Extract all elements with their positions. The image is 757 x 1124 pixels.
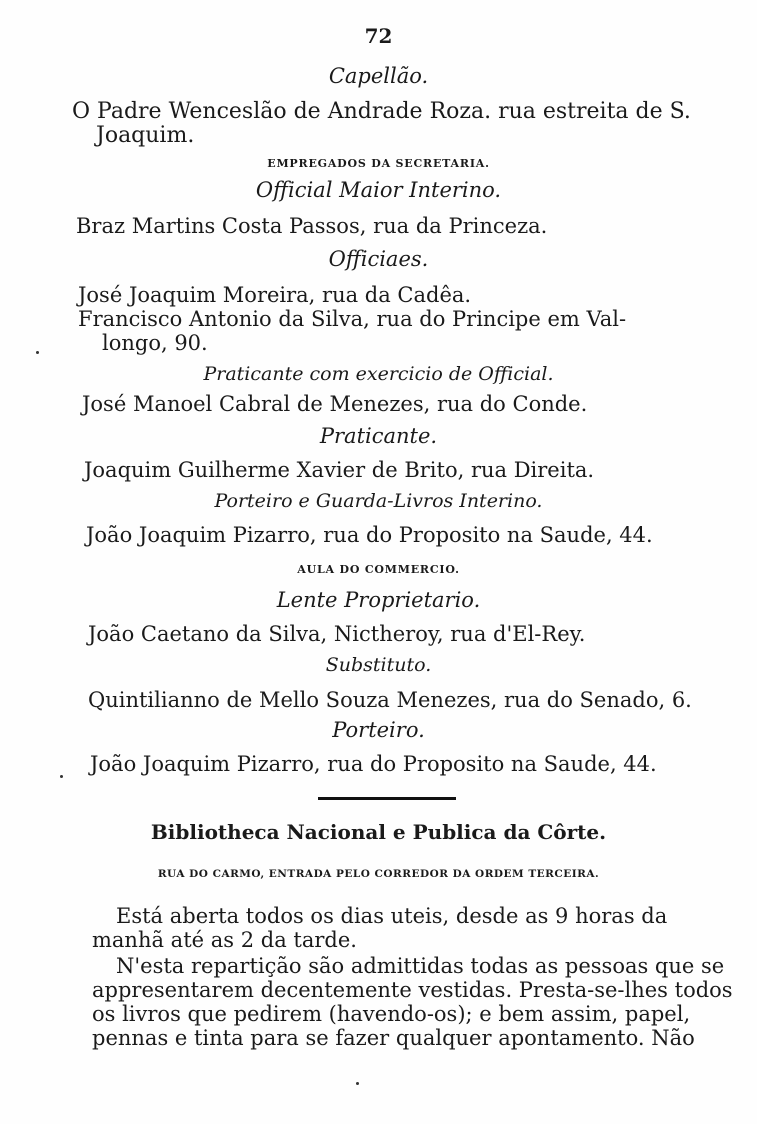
section-heading-empregados: EMPREGADOS DA SECRETARIA. — [267, 157, 490, 170]
text-line: João Joaquim Pizarro, rua do Proposito na Saude, 44. — [86, 523, 653, 547]
bibliotheca-subtitle: RUA DO CARMO, ENTRADA PELO CORREDOR DA ORDEM TERCEIRA. — [157, 868, 600, 880]
section-divider-rule — [318, 797, 456, 800]
text-line: Joaquim Guilherme Xavier de Brito, rua Direita. — [84, 458, 595, 482]
subheading-praticante-exercicio: Praticante com exercicio de Official. — [203, 363, 554, 385]
paragraph-line: appresentarem decentemente vestidas. Presta-se-lhes todos — [92, 978, 733, 1002]
subheading-praticante: Praticante. — [319, 424, 438, 448]
paragraph-line: N'esta repartição são admittidas todas as pessoas que se — [116, 954, 725, 978]
paragraph-line: pennas e tinta para se fazer qualquer apontamento. Não — [92, 1026, 695, 1050]
text-line: José Manoel Cabral de Menezes, rua do Conde. — [82, 392, 588, 416]
subheading-officiaes: Officiaes. — [328, 247, 429, 271]
paper-speck — [60, 775, 63, 778]
subheading-porteiro-guarda-livros: Porteiro e Guarda-Livros Interino. — [214, 490, 543, 512]
text-line: longo, 90. — [102, 331, 208, 355]
section-heading-aula: AULA DO COMMERCIO. — [297, 563, 460, 576]
text-line: João Joaquim Pizarro, rua do Proposito na Saude, 44. — [90, 752, 657, 776]
text-line: Quintilianno de Mello Souza Menezes, rua do Senado, 6. — [88, 688, 692, 712]
text-line: João Caetano da Silva, Nictheroy, rua d'El-Rey. — [88, 622, 586, 646]
text-line: Braz Martins Costa Passos, rua da Princeza. — [76, 214, 548, 238]
subheading-official-maior: Official Maior Interino. — [255, 178, 502, 202]
text-line: Joaquim. — [96, 123, 195, 148]
subheading-substituto: Substituto. — [325, 654, 432, 676]
paragraph-line: Está aberta todos os dias uteis, desde as 9 horas da — [116, 904, 668, 928]
section-heading-capellao: Capellão. — [328, 64, 429, 88]
page-number: 72 — [364, 24, 393, 48]
subheading-porteiro: Porteiro. — [332, 718, 425, 742]
paragraph-line: manhã até as 2 da tarde. — [92, 928, 357, 952]
paragraph-line: os livros que pedirem (havendo-os); e bem assim, papel, — [92, 1002, 691, 1026]
subheading-lente: Lente Proprietario. — [276, 588, 481, 612]
paper-speck — [356, 1082, 359, 1085]
text-line: O Padre Wenceslão de Andrade Roza. rua estreita de S. — [72, 99, 691, 124]
text-line: Francisco Antonio da Silva, rua do Principe em Val- — [78, 307, 627, 331]
text-line: José Joaquim Moreira, rua da Cadêa. — [78, 283, 472, 307]
bibliotheca-title: Bibliotheca Nacional e Publica da Côrte. — [150, 820, 607, 844]
paper-speck — [36, 351, 39, 354]
